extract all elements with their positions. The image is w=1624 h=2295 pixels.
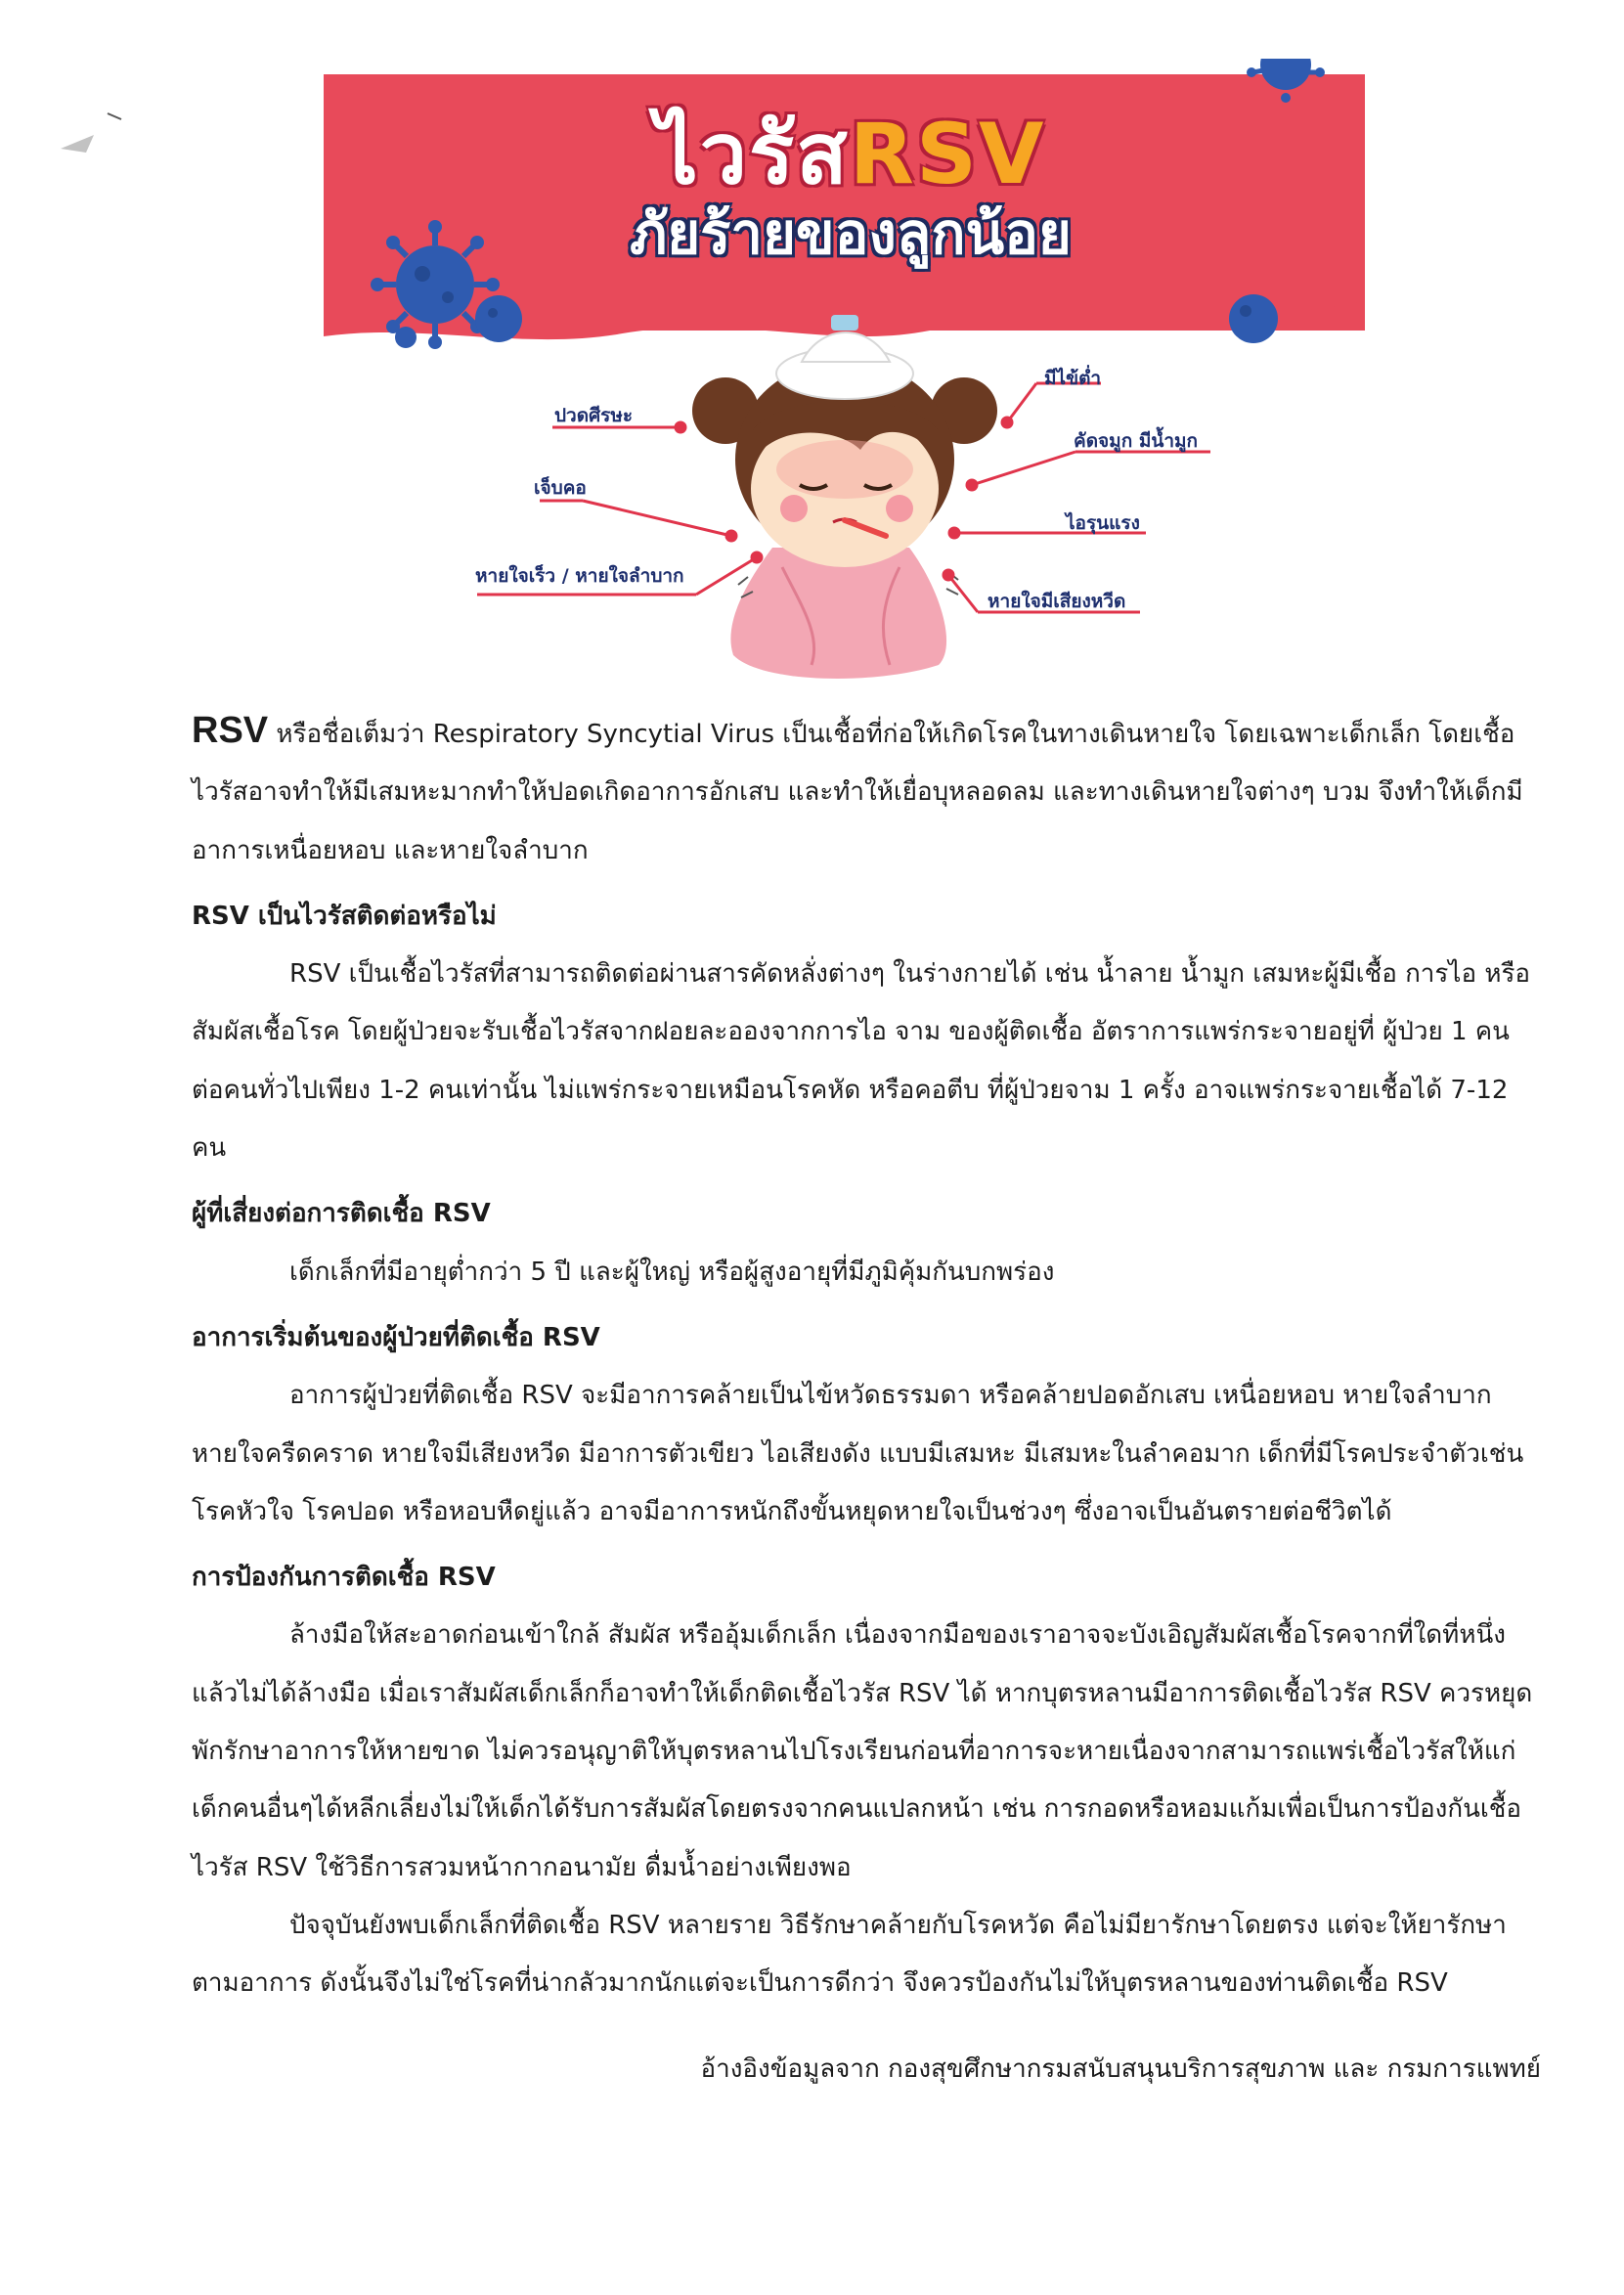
reference-line: อ้างอิงข้อมูลจาก กองสุขศึกษากรมสนับสนุนบริการสุขภาพ และ กรมการแพทย์ xyxy=(700,2053,1541,2084)
symptom-low-fever: มีไข้ต่ำ xyxy=(1044,368,1102,389)
virus-icon-tiny-left xyxy=(391,323,420,352)
symptom-cough: ไอรุนแรง xyxy=(1066,512,1140,534)
banner-subtitle: ภัยร้ายของลูกน้อย xyxy=(630,200,1072,267)
section-body-risk: เด็กเล็กที่มีอายุต่ำกว่า 5 ปี และผู้ใหญ่ หรือผู้สูงอายุที่มีภูมิคุ้มกันบกพร่อง xyxy=(289,1257,1055,1287)
title-prefix: ไวรัส xyxy=(655,106,850,203)
section-heading-symptoms: อาการเริ่มต้นของผู้ป่วยที่ติดเชื้อ RSV xyxy=(192,1322,600,1352)
section-heading-risk: ผู้ที่เสี่ยงต่อการติดเชื้อ RSV xyxy=(192,1199,491,1229)
section-heading-prevention: การป้องกันการติดเชื้อ RSV xyxy=(192,1563,496,1593)
symptom-sore-throat: เจ็บคอ xyxy=(534,477,587,499)
symptom-runny-nose: คัดจมูก มีน้ำมูก xyxy=(1074,430,1199,452)
virus-icon-right xyxy=(1224,289,1283,348)
symptom-fast-breathing: หายใจเร็ว / หายใจลำบาก xyxy=(475,565,684,587)
banner-title xyxy=(548,106,1154,268)
virus-icon-top-right xyxy=(1242,59,1330,108)
title-accent: RSV xyxy=(849,106,1046,203)
article-body xyxy=(192,702,1541,2098)
virus-icon-small-left xyxy=(469,289,528,348)
section-body-contagious: RSV เป็นเชื้อไวรัสที่สามารถติดต่อผ่านสารคัดหลั่งต่างๆ ในร่างกายได้ เช่น น้ำลาย น้ำมูก เสมหะผู้มีเชื้อ การไอ หรือสัมผัสเชื้อโรค โดยผู้ป่วยจะรับเชื้อไวรัสจากฝอยละอองจากการไอ จาม ของผู้ติดเชื้อ อัตราการแพร่กระจายอยู่ที่ ผู้ป่วย 1 คน ต่อคนทั่วไปเพียง 1-2 คนเท่านั้น ไม่แพร่กระจายเหมือนโรคหัด หรือคอตีบ ที่ผู้ป่วยจาม 1 ครั้ง อาจแพร่กระจายเชื้อได้ 7-12 คน xyxy=(192,959,1531,1164)
intro-paragraph xyxy=(192,702,1541,880)
section-heading-contagious: RSV เป็นไวรัสติดต่อหรือไม่ xyxy=(192,901,497,931)
section-body-prevention: ล้างมือให้สะอาดก่อนเข้าใกล้ สัมผัส หรืออุ้มเด็กเล็ก เนื่องจากมือของเราอาจจะบังเอิญสัมผัสเชื้อโรคจากที่ใดที่หนึ่งแล้วไม่ได้ล้างมือ เมื่อเราสัมผัสเด็กเล็กก็อาจทำให้เด็กติดเชื้อไวรัส RSV ได้ หากบุตรหลานมีอาการติดเชื้อไวรัส RSV ควรหยุดพักรักษาอาการให้หายขาด ไม่ควรอนุญาติให้บุตรหลานไปโรงเรียนก่อนที่อาการจะหายเนื่องจากสามารถแพร่เชื้อไวรัสให้แก่เด็กคนอื่นๆได้หลีกเลี่ยงไม่ให้เด็กได้รับการสัมผัสโดยตรงจากคนแปลกหน้า เช่น การกอดหรือหอมแก้มเพื่อเป็นการป้องกันเชื้อไวรัส RSV ใช้วิธีการสวมหน้ากากอนามัย ดื่มน้ำอย่างเพียงพอ xyxy=(192,1620,1533,1882)
scan-mark xyxy=(57,106,125,164)
closing-paragraph: ปัจจุบันยังพบเด็กเล็กที่ติดเชื้อ RSV หลายราย วิธีรักษาคล้ายกับโรคหวัด คือไม่มียารักษาโดยตรง แต่จะให้ยารักษาตามอาการ ดังนั้นจึงไม่ใช่โรคที่น่ากลัวมากนักแต่จะเป็นการดีกว่า จึงควรป้องกันไม่ให้บุตรหลานของท่านติดเชื้อ RSV xyxy=(192,1910,1507,1999)
symptom-headache: ปวดศีรษะ xyxy=(554,405,634,426)
section-body-symptoms: อาการผู้ป่วยที่ติดเชื้อ RSV จะมีอาการคล้ายเป็นไข้หวัดธรรมดา หรือคล้ายปอดอักเสบ เหนื่อยหอบ หายใจลำบาก หายใจครืดคราด หายใจมีเสียงหวีด มีอาการตัวเขียว ไอเสียงดัง แบบมีเสมหะ มีเสมหะในลำคอมาก เด็กที่มีโรคประจำตัวเช่น โรคหัวใจ โรคปอด หรือหอบหืดยู่แล้ว อาจมีอาการหนักถึงขั้นหยุดหายใจเป็นช่วงๆ ซึ่งอาจเป็นอันตรายต่อชีวิตได้ xyxy=(192,1381,1524,1526)
symptom-wheezing: หายใจมีเสียงหวีด xyxy=(988,591,1126,612)
intro-lead: RSV xyxy=(192,710,269,751)
banner-title-line xyxy=(548,106,1154,203)
intro-text: หรือชื่อเต็มว่า Respiratory Syncytial Virus เป็นเชื้อที่ก่อให้เกิดโรคในทางเดินหายใจ โดยเฉพาะเด็กเล็ก โดยเชื้อไวรัสอาจทำให้มีเสมหะมากทำให้ปอดเกิดอาการอักเสบ และทำให้เยื่อบุหลอดลม และทางเดินหายใจต่างๆ บวม จึงทำให้เด็กมีอาการเหนื่อยหอบ และหายใจลำบาก xyxy=(192,720,1523,865)
